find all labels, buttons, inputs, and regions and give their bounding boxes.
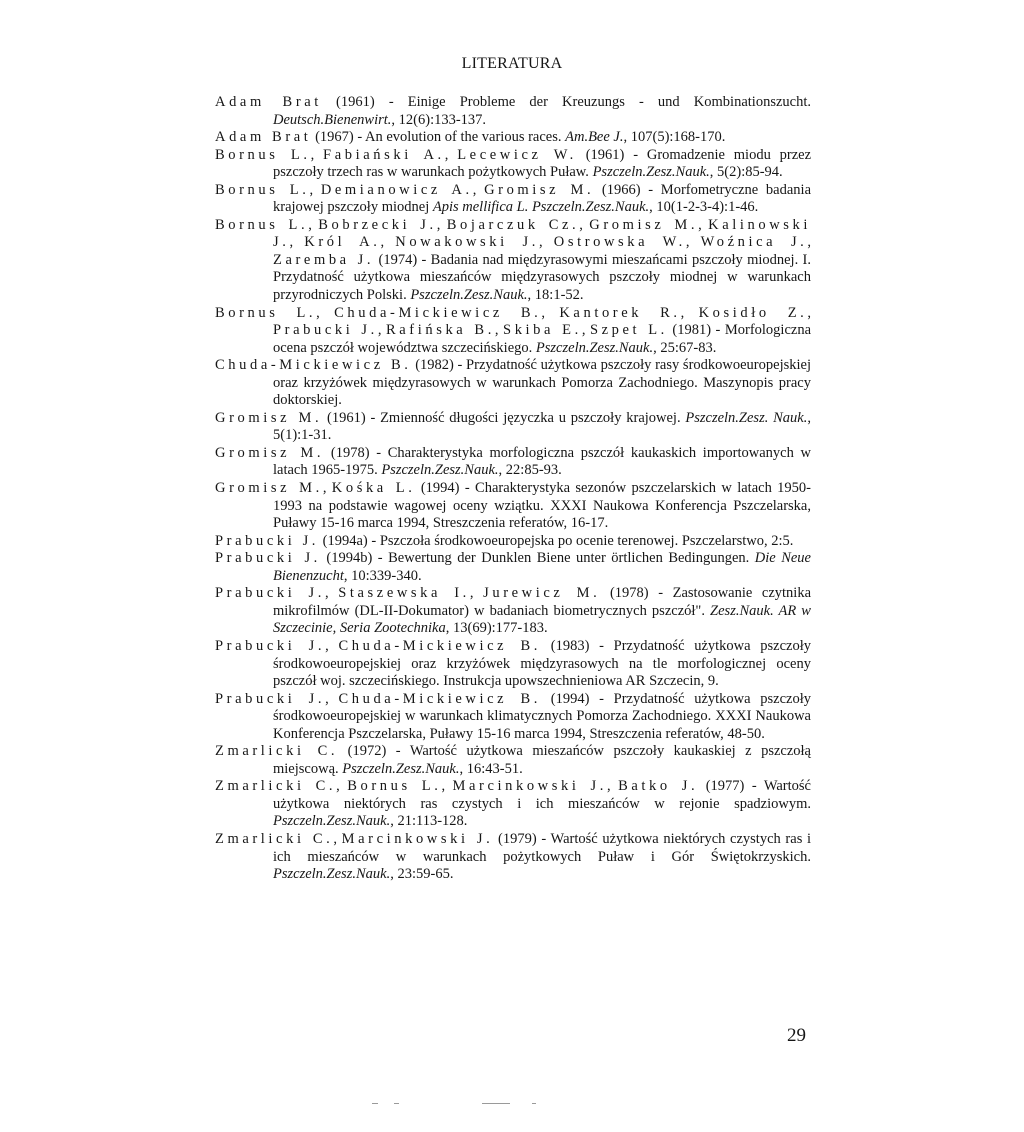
reference-source: Am.Bee J. bbox=[565, 129, 624, 146]
reference-entry bbox=[215, 357, 811, 410]
reference-text: (1967) - An evolution of the various races. bbox=[315, 129, 566, 146]
reference-author: Fabiański A. bbox=[323, 146, 445, 163]
reference-details: , 5(2):85-94. bbox=[709, 164, 783, 181]
reference-entry: Zmarlicki C., Bornus L., Marcinkowski J., Batko J. (1977) - Wartość użytkowa niektórych ras czystych i ich mieszańców w rejonie spadziowym. Pszczeln.Zesz.Nauk., 21:113-128. bbox=[215, 778, 811, 830]
reference-author: Bobrzecki J. bbox=[318, 216, 437, 233]
reference-author: Prabucki J. bbox=[215, 690, 326, 707]
reference-author: Prabucki J. bbox=[273, 322, 378, 339]
reference-details: , 18:1-52. bbox=[527, 287, 584, 304]
reference-author: Zmarlicki C. bbox=[215, 830, 334, 847]
reference-details: , 22:85-93. bbox=[498, 462, 562, 479]
scan-artifact-line bbox=[394, 1103, 399, 1104]
reference-author: Prabucki J. bbox=[215, 585, 325, 602]
reference-author: Adam Brat bbox=[215, 129, 312, 146]
reference-text: (1983) - Przydatność użytkowa pszczoły środkowoeuropejskiej oraz krzyżówek międzyrasowych na tle morfologicznej oceny pszczół woj. szczecińskiego. Instrukcja upowszechnieniowa AR Szczecin, 9. bbox=[273, 637, 812, 690]
reference-author: Prabucki J. bbox=[215, 532, 320, 549]
reference-source: Pszczeln.Zesz.Nauk. bbox=[381, 462, 499, 479]
reference-author: Lecewicz W. bbox=[457, 146, 577, 163]
reference-author: Prabucki J. bbox=[215, 550, 321, 567]
reference-entry bbox=[215, 94, 811, 129]
reference-details: , 107(5):168-170. bbox=[623, 129, 726, 146]
reference-text: (1978) - Charakterystyka morfologiczna pszczół kaukaskich importowanych w latach 1965-1975. bbox=[273, 444, 811, 479]
reference-author: Chuda-Mickiewicz B. bbox=[215, 357, 412, 374]
reference-details: , 23:59-65. bbox=[390, 866, 454, 883]
reference-author: Zaremba J. bbox=[273, 251, 375, 268]
reference-author: Kalinowski J. bbox=[273, 216, 812, 251]
reference-source: Pszczeln.Zesz.Nauk. bbox=[342, 760, 460, 777]
reference-details: , 10(1-2-3-4):1-46. bbox=[649, 199, 759, 216]
reference-entry: Bornus L., Demianowicz A., Gromisz M. (1966) - Morfometryczne badania krajowej pszczoły miodnej Apis mellifica L. Pszczeln.Zesz.Nauk., 10(1-2-3-4):1-46. bbox=[215, 181, 812, 216]
reference-text: (1972) - Wartość użytkowa mieszańców pszczoły kaukaskiej z pszczołą miejscową. bbox=[273, 743, 811, 777]
reference-author: Szpet L. bbox=[589, 322, 668, 339]
reference-source: Pszczeln.Zesz.Nauk. bbox=[410, 287, 528, 304]
reference-author: Bornus L. bbox=[215, 216, 309, 233]
reference-author: Bornus L. bbox=[215, 304, 317, 321]
reference-entry bbox=[215, 743, 811, 778]
reference-text: (1982) - Przydatność użytkowa pszczoły rasy środkowoeuropejskiej oraz krzyżówek międzyrasowych w warunkach Pomorza Zachodniego. Maszynopis pracy doktorskiej. bbox=[273, 357, 811, 409]
reference-author: Kantorek R. bbox=[559, 304, 681, 321]
reference-source: Pszczeln.Zesz.Nauk. bbox=[273, 813, 391, 830]
reference-author: Skiba E. bbox=[503, 322, 582, 339]
reference-author: Rafińska B. bbox=[386, 322, 495, 339]
reference-list bbox=[215, 94, 811, 884]
reference-source: Pszczeln.Zesz.Nauk. bbox=[273, 866, 391, 883]
reference-author: Chuda-Mickiewicz B. bbox=[338, 637, 542, 654]
reference-entry: Prabucki J., Staszewska I., Jurewicz M. (1978) - Zastosowanie czytnika mikrofilmów (DL-II-Dokumator) w badaniach biometrycznych pszczół". Zesz.Nauk. AR w Szczecinie, Seria Zootechnika, 13(69):177-183. bbox=[215, 585, 812, 637]
reference-author: Batko J. bbox=[618, 778, 699, 795]
reference-entry bbox=[215, 129, 811, 147]
reference-text: (1979) - Wartość użytkowa niektórych czystych ras i ich mieszańców w warunkach pożytkowych Puław i Gór Świętokrzyskich. bbox=[273, 830, 812, 865]
reference-details: , 13(69):177-183. bbox=[445, 620, 548, 637]
reference-entry bbox=[215, 550, 811, 585]
reference-source: Pszczeln.Zesz.Nauk. bbox=[592, 164, 710, 181]
reference-author: Zmarlicki C. bbox=[215, 778, 337, 795]
reference-author: Staszewska I. bbox=[338, 585, 470, 602]
reference-text: (1961) - Zmienność długości języczka u pszczoły krajowej. bbox=[327, 409, 686, 426]
reference-text: (1978) - Zastosowanie czytnika mikrofilmów (DL-II-Dokumator) w badaniach biometrycznych pszczół". bbox=[273, 585, 812, 619]
reference-author: Gromisz M. bbox=[215, 444, 325, 461]
reference-author: Kosidło Z. bbox=[698, 304, 808, 321]
reference-details: , 16:43-51. bbox=[459, 760, 523, 777]
reference-text: (1977) - Wartość użytkowa niektórych ras czystych i ich mieszańców w rejonie spadziowym. bbox=[273, 778, 811, 812]
reference-author: Jurewicz M. bbox=[483, 585, 601, 602]
reference-author: Król A. bbox=[304, 234, 381, 251]
scan-artifact-line bbox=[482, 1103, 510, 1104]
reference-entry bbox=[215, 410, 811, 445]
reference-author: Gromisz M. bbox=[484, 181, 595, 198]
reference-entry: Bornus L., Fabiański A., Lecewicz W. (1961) - Gromadzenie miodu przez pszczoły trzech ras w warunkach pożytkowych Puław. Pszczeln.Zesz.Nauk., 5(2):85-94. bbox=[215, 146, 812, 181]
reference-author: Gromisz M. bbox=[589, 216, 699, 233]
reference-text: (1974) - Badania nad międzyrasowymi mieszańcami pszczoły miodnej. I. Przydatność użytkowa mieszańców międzyrasowych pszczoły miodnej w warunkach przyrodniczych Polski. bbox=[273, 251, 812, 304]
reference-text: (1994a) - Pszczoła środkowoeuropejska po ocenie terenowej. Pszczelarstwo, 2:5. bbox=[322, 532, 794, 549]
reference-author: Bornus L. bbox=[215, 181, 310, 198]
reference-author: Gromisz M. bbox=[215, 409, 323, 426]
reference-source: Zesz.Nauk. AR w Szczecinie, Seria Zootechnika bbox=[273, 602, 811, 637]
reference-details: , 21:113-128. bbox=[390, 813, 468, 830]
reference-source: Pszczeln.Zesz.Nauk. bbox=[535, 339, 654, 356]
reference-text: (1981) - Morfologiczna ocena pszczół województwa szczecińskiego. bbox=[273, 322, 812, 356]
reference-author: Adam Brat bbox=[215, 94, 322, 110]
reference-details: , 5(1):1-31. bbox=[273, 409, 811, 444]
reference-entry: Gromisz M., Kośka L. (1994) - Charakterystyka sezonów pszczelarskich w latach 1950-1993 na podstawie wagowej oceny wziątku. XXXI Naukowa Konferencja Pszczelarska, Puławy 15-16 marca 1994, Streszczenia referatów, 16-17. bbox=[215, 480, 811, 532]
reference-entry bbox=[215, 445, 811, 480]
reference-author: Ostrowska W. bbox=[553, 234, 686, 251]
reference-author: Zmarlicki C. bbox=[215, 743, 339, 760]
reference-text: (1961) - Gromadzenie miodu przez pszczoły trzech ras w warunkach pożytkowych Puław. bbox=[273, 146, 812, 181]
reference-author: Chuda-Mickiewicz B. bbox=[338, 690, 542, 707]
reference-details: , 25:67-83. bbox=[653, 339, 717, 356]
reference-author: Demianowicz A. bbox=[320, 181, 473, 198]
reference-source: Deutsch.Bienenwirt. bbox=[273, 111, 392, 128]
reference-text: (1994) - Charakterystyka sezonów pszczelarskich w latach 1950-1993 na podstawie wagowej oceny wziątku. XXXI Naukowa Konferencja Pszczelarska, Puławy 15-16 marca 1994, Streszczenia referatów, 16-17. bbox=[273, 480, 811, 532]
reference-author: Chuda-Mickiewicz B. bbox=[334, 304, 542, 321]
reference-author: Gromisz M. bbox=[215, 480, 323, 497]
reference-details: , 10:339-340. bbox=[343, 567, 422, 584]
reference-author: Nowakowski J. bbox=[395, 234, 539, 251]
reference-entry: Prabucki J., Chuda-Mickiewicz B. (1994) - Przydatność użytkowa pszczoły środkowoeuropejskiej w warunkach klimatycznych Pomorza Zachodniego. XXXI Naukowa Konferencja Pszczelarska, Puławy 15-16 marca 1994, Streszczenia referatów, 48-50. bbox=[215, 690, 812, 742]
reference-text: (1994b) - Bewertung der Dunklen Biene unter örtlichen Bedingungen. bbox=[326, 550, 755, 567]
reference-text: (1961) - Einige Probleme der Kreuzungs - und Kombinationszucht. bbox=[336, 94, 811, 110]
scan-artifact-line bbox=[372, 1103, 378, 1104]
reference-author: Bornus L. bbox=[347, 778, 442, 795]
reference-text: (1994) - Przydatność użytkowa pszczoły środkowoeuropejskiej w warunkach klimatycznych Pomorza Zachodniego. XXXI Naukowa Konferencja Pszczelarska, Puławy 15-16 marca 1994, Streszczenia referatów, 48-50. bbox=[273, 690, 812, 742]
reference-entry: Zmarlicki C., Marcinkowski J. (1979) - Wartość użytkowa niektórych czystych ras i ich mieszańców w warunkach pożytkowych Puław i Gór Świętokrzyskich. Pszczeln.Zesz.Nauk., 23:59-65. bbox=[215, 830, 812, 883]
page-title: LITERATURA bbox=[461, 55, 563, 72]
scan-artifact-line bbox=[532, 1103, 536, 1104]
reference-source: Die Neue Bienenzucht bbox=[273, 550, 811, 584]
reference-entry: Bornus L., Bobrzecki J., Bojarczuk Cz., Gromisz M., Kalinowski J., Król A., Nowakowski J., Ostrowska W., Woźnica J., Zaremba J. (1974) - Badania nad międzyrasowymi mieszańcami pszczoły miodnej. I. Przydatność użytkowa mieszańców międzyrasowych pszczoły miodnej w warunkach przyrodniczych Polski. Pszczeln.Zesz.Nauk., 18:1-52. bbox=[215, 216, 812, 304]
reference-author: Woźnica J. bbox=[700, 234, 808, 251]
reference-author: Marcinkowski J. bbox=[452, 778, 608, 795]
reference-entry bbox=[215, 533, 811, 551]
reference-author: Marcinkowski J. bbox=[341, 830, 494, 847]
reference-entry: Prabucki J., Chuda-Mickiewicz B. (1983) - Przydatność użytkowa pszczoły środkowoeuropejskiej oraz krzyżówek międzyrasowych na tle morfologicznej oceny pszczół woj. szczecińskiego. Instrukcja upowszechnieniowa AR Szczecin, 9. bbox=[215, 637, 812, 690]
reference-details: , 12(6):133-137. bbox=[391, 111, 487, 128]
reference-source: Apis mellifica L. Pszczeln.Zesz.Nauk. bbox=[432, 199, 650, 216]
reference-author: Prabucki J. bbox=[215, 637, 326, 654]
reference-author: Bojarczuk Cz. bbox=[446, 216, 580, 233]
reference-author: Bornus L. bbox=[215, 146, 311, 163]
reference-author: Kośka L. bbox=[331, 480, 416, 497]
reference-text: (1966) - Morfometryczne badania krajowej pszczoły miodnej bbox=[273, 181, 812, 216]
reference-entry: Bornus L., Chuda-Mickiewicz B., Kantorek R., Kosidło Z., Prabucki J., Rafińska B., Skiba E., Szpet L. (1981) - Morfologiczna ocena pszczół województwa szczecińskiego. Pszczeln.Zesz.Nauk., 25:67-83. bbox=[215, 304, 812, 356]
page-number: 29 bbox=[787, 1025, 806, 1046]
reference-source: Pszczeln.Zesz. Nauk. bbox=[685, 409, 808, 426]
